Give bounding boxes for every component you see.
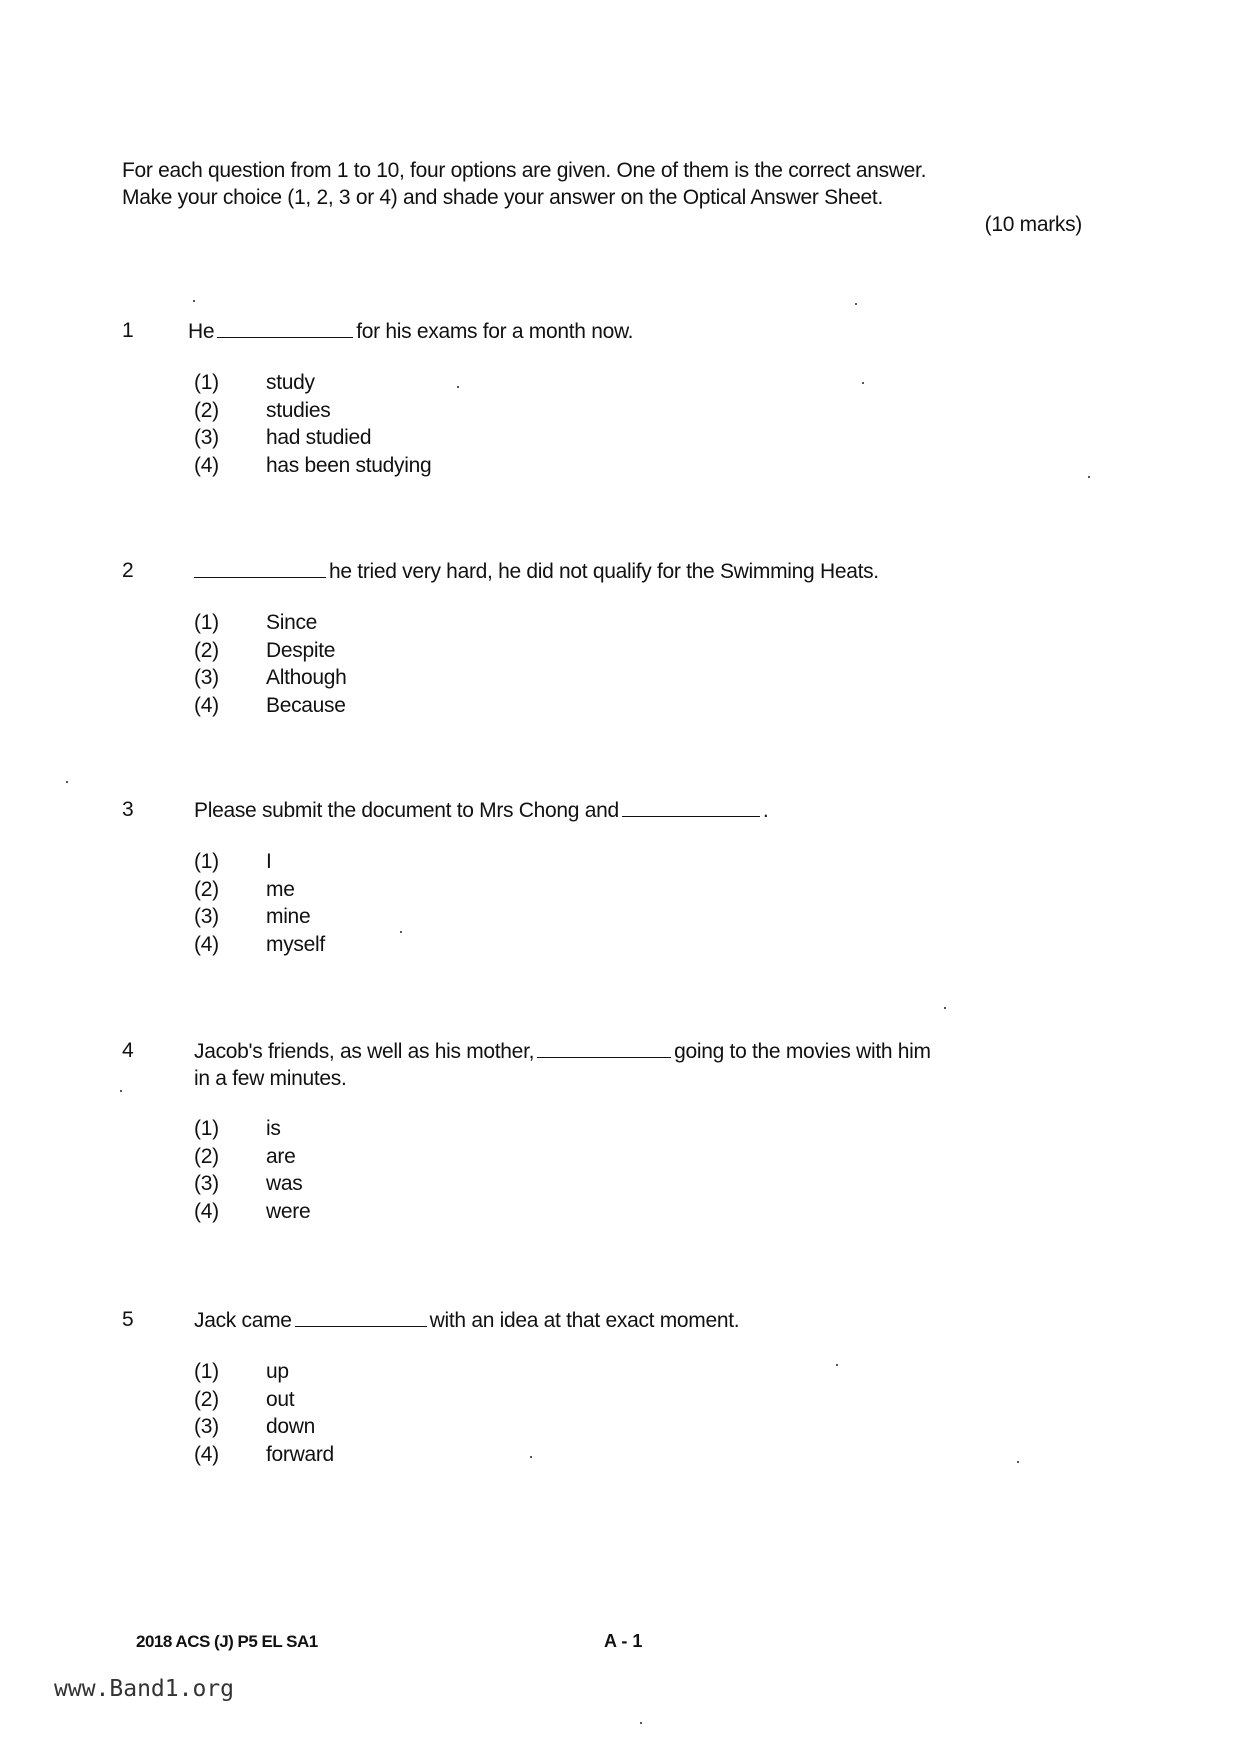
option-2 (194, 876, 325, 904)
option-text: had studied (266, 426, 372, 449)
option-text: is (266, 1117, 281, 1140)
option-4 (194, 1441, 334, 1469)
answer-blank (295, 1306, 427, 1327)
stem-continuation: in a few minutes. (194, 1067, 347, 1090)
scan-speck (400, 931, 402, 933)
scan-speck (1017, 1461, 1019, 1463)
option-number: (2) (194, 638, 219, 662)
option-1 (194, 1358, 334, 1386)
options-list (194, 609, 347, 719)
scan-speck (836, 1364, 838, 1366)
option-number: (4) (194, 1442, 219, 1466)
stem-before: Please submit the document to Mrs Chong and (194, 799, 619, 822)
option-text: Despite (266, 638, 336, 662)
question-stem (188, 317, 1078, 345)
stem-after: for his exams for a month now. (356, 320, 634, 343)
option-text: out (266, 1387, 295, 1411)
option-text: studies (266, 398, 331, 422)
option-number: (1) (194, 1360, 219, 1383)
stem-after: with an idea at that exact moment. (429, 1309, 740, 1332)
scan-speck (1088, 476, 1090, 478)
question-number: 1 (122, 319, 134, 342)
scan-speck (855, 303, 857, 305)
option-number: (3) (194, 1172, 219, 1195)
option-1 (194, 369, 431, 397)
option-2 (194, 1143, 310, 1171)
option-1 (194, 1115, 310, 1143)
option-2 (194, 397, 431, 425)
option-4 (194, 1198, 310, 1226)
option-text: are (266, 1144, 296, 1168)
options-list (194, 369, 431, 479)
option-number: (4) (194, 453, 219, 477)
option-number: (1) (194, 371, 219, 394)
option-number: (2) (194, 1144, 219, 1168)
scan-speck (944, 1007, 946, 1009)
scan-speck (457, 386, 459, 388)
option-number: (2) (194, 398, 219, 422)
option-text: I (266, 850, 272, 873)
option-number: (3) (194, 426, 219, 449)
option-number: (4) (194, 693, 219, 717)
options-list (194, 848, 325, 958)
answer-blank (194, 557, 326, 578)
option-text: me (266, 877, 295, 901)
answer-blank (622, 796, 760, 817)
options-list (194, 1115, 310, 1225)
question-stem (194, 557, 1084, 585)
option-text: study (266, 371, 315, 394)
instructions-line-2: Make your choice (1, 2, 3 or 4) and shade your answer on the Optical Answer Sheet. (122, 186, 883, 209)
option-number: (1) (194, 611, 219, 634)
question-stem (194, 1306, 1084, 1334)
stem-after: going to the movies with him (674, 1040, 931, 1063)
stem-after: he tried very hard, he did not qualify for the Swimming Heats. (329, 560, 879, 583)
question-number: 2 (122, 559, 134, 582)
option-1 (194, 609, 347, 637)
question-stem (194, 796, 1084, 824)
option-2 (194, 637, 347, 665)
option-text: up (266, 1360, 289, 1383)
option-number: (3) (194, 905, 219, 928)
question-number: 3 (122, 798, 134, 821)
question-number: 5 (122, 1308, 134, 1331)
instructions (122, 157, 1082, 238)
option-4 (194, 692, 347, 720)
option-3 (194, 424, 431, 452)
option-number: (4) (194, 1199, 219, 1223)
option-text: Because (266, 693, 346, 717)
option-number: (2) (194, 1387, 219, 1411)
answer-blank (217, 317, 353, 338)
option-text: were (266, 1199, 311, 1223)
option-1 (194, 848, 325, 876)
option-text: mine (266, 905, 311, 928)
question-number: 4 (122, 1039, 134, 1062)
option-3 (194, 664, 347, 692)
option-text: has been studying (266, 453, 432, 477)
option-text: was (266, 1172, 303, 1195)
scan-speck (120, 1090, 122, 1092)
option-text: myself (266, 932, 325, 956)
total-marks: (10 marks) (984, 213, 1082, 236)
option-number: (3) (194, 666, 219, 689)
option-number: (2) (194, 877, 219, 901)
stem-before: Jacob's friends, as well as his mother, (194, 1040, 535, 1063)
stem-before: Jack came (194, 1309, 292, 1332)
scan-speck (640, 1722, 642, 1724)
option-text: forward (266, 1442, 334, 1466)
stem-before: He (188, 320, 215, 343)
option-number: (4) (194, 932, 219, 956)
option-3 (194, 903, 325, 931)
stem-after: . (762, 799, 769, 822)
page-number: A - 1 (604, 1631, 643, 1651)
options-list (194, 1358, 334, 1468)
scan-speck (193, 300, 195, 302)
scan-speck (862, 382, 864, 384)
scan-speck (530, 1456, 532, 1458)
answer-blank (537, 1037, 671, 1058)
option-text: down (266, 1415, 316, 1438)
instructions-line-1: For each question from 1 to 10, four options are given. One of them is the correct answer. (122, 159, 927, 182)
scan-speck (66, 781, 68, 783)
paper-code: 2018 ACS (J) P5 EL SA1 (136, 1632, 318, 1651)
option-number: (1) (194, 1117, 219, 1140)
option-text: Since (266, 611, 318, 634)
option-3 (194, 1413, 334, 1441)
watermark-url: www.Band1.org (54, 1676, 235, 1702)
question-stem (194, 1037, 1084, 1092)
option-2 (194, 1386, 334, 1414)
option-4 (194, 452, 431, 480)
option-text: Although (266, 666, 347, 689)
option-4 (194, 931, 325, 959)
option-number: (3) (194, 1415, 219, 1438)
option-3 (194, 1170, 310, 1198)
option-number: (1) (194, 850, 219, 873)
